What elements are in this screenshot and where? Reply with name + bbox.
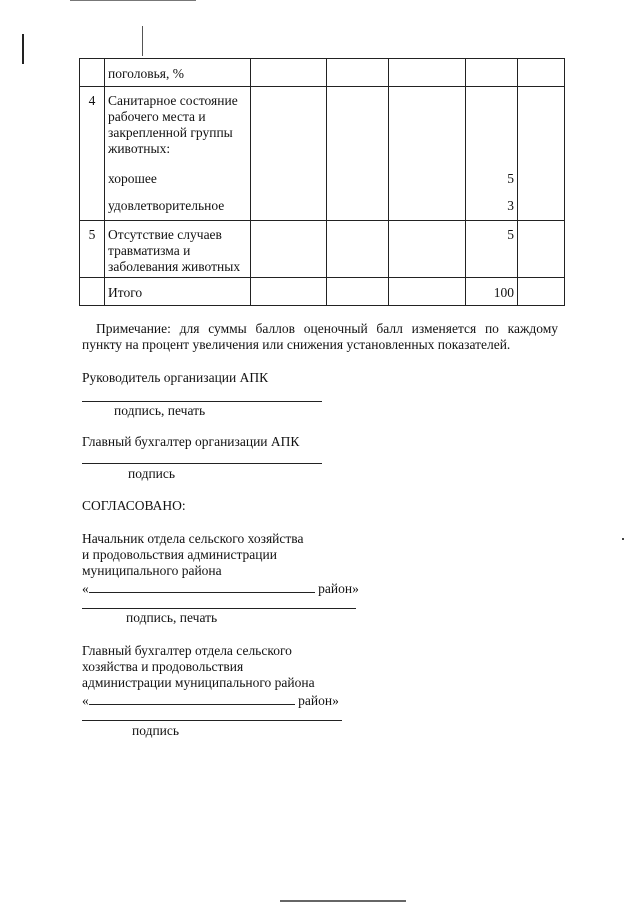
- row-label-line: животных:: [108, 141, 171, 156]
- accountant-title: Главный бухгалтер организации АПК: [82, 434, 300, 449]
- row-label-line: закрепленной группы: [108, 125, 233, 140]
- row-label: [105, 221, 251, 278]
- row-number: [80, 278, 105, 306]
- row-label-line: Санитарное состояние: [108, 93, 238, 108]
- row-label-line: Отсутствие случаев: [108, 227, 222, 242]
- row-label-line: заболевания животных: [108, 259, 241, 274]
- score-table: [79, 58, 565, 306]
- dept-head-line: Начальник отдела сельского хозяйства: [82, 531, 304, 546]
- dept-head-district-line: « район»: [82, 581, 359, 596]
- sub-item-score: 3: [507, 198, 514, 213]
- district-fill-line: [89, 691, 295, 705]
- agreed-heading: СОГЛАСОВАНО:: [82, 498, 186, 513]
- dept-head-signature-line: [82, 608, 356, 609]
- row-number: [80, 59, 105, 87]
- dept-accountant-line: Главный бухгалтер отдела сельского: [82, 643, 292, 658]
- row-score: [466, 59, 518, 87]
- scan-artifact-bottom-line: [280, 900, 406, 902]
- sub-item-label: удовлетворительное: [108, 198, 225, 213]
- scan-artifact-left-mark: [22, 34, 24, 64]
- row-score: 5: [466, 221, 518, 278]
- table-row: [80, 59, 565, 87]
- head-caption: подпись, печать: [114, 403, 206, 418]
- dept-accountant-district-line: « район»: [82, 693, 339, 708]
- row-label-line: рабочего места и: [108, 109, 206, 124]
- scan-artifact-top-line: [70, 0, 196, 1]
- row-score: 100: [466, 278, 518, 306]
- dept-head-line: и продовольствия администрации: [82, 547, 277, 562]
- row-label: Итого: [105, 278, 251, 306]
- dept-accountant-caption: подпись: [132, 723, 180, 738]
- sub-item-score: 5: [507, 171, 514, 186]
- row-label: [105, 87, 251, 221]
- table-row: [80, 278, 565, 306]
- row-score: [466, 87, 518, 221]
- scan-artifact-vertical-line: [142, 26, 143, 56]
- dept-accountant-line: администрации муниципального района: [82, 675, 315, 690]
- dept-head-line: муниципального района: [82, 563, 222, 578]
- head-signature-line: [82, 401, 322, 402]
- dept-accountant-line: хозяйства и продовольствия: [82, 659, 244, 674]
- table-row: [80, 87, 565, 221]
- table-row: [80, 221, 565, 278]
- row-number: 5: [80, 221, 105, 278]
- district-fill-line: [89, 579, 315, 593]
- scan-artifact-dot: [622, 538, 624, 540]
- dept-accountant-signature-line: [82, 720, 342, 721]
- head-title: Руководитель организации АПК: [82, 370, 269, 385]
- row-number: 4: [80, 87, 105, 221]
- sub-item-label: хорошее: [108, 171, 157, 186]
- dept-head-caption: подпись, печать: [126, 610, 218, 625]
- row-label-line: травматизма и: [108, 243, 191, 258]
- row-label: поголовья, %: [105, 59, 251, 87]
- accountant-signature-line: [82, 463, 322, 464]
- accountant-caption: подпись: [128, 466, 176, 481]
- note-paragraph: Примечание: для суммы баллов оценочный балл изменяется по каждому пункту на процент увеличения или снижения установленных показателей.: [82, 321, 558, 352]
